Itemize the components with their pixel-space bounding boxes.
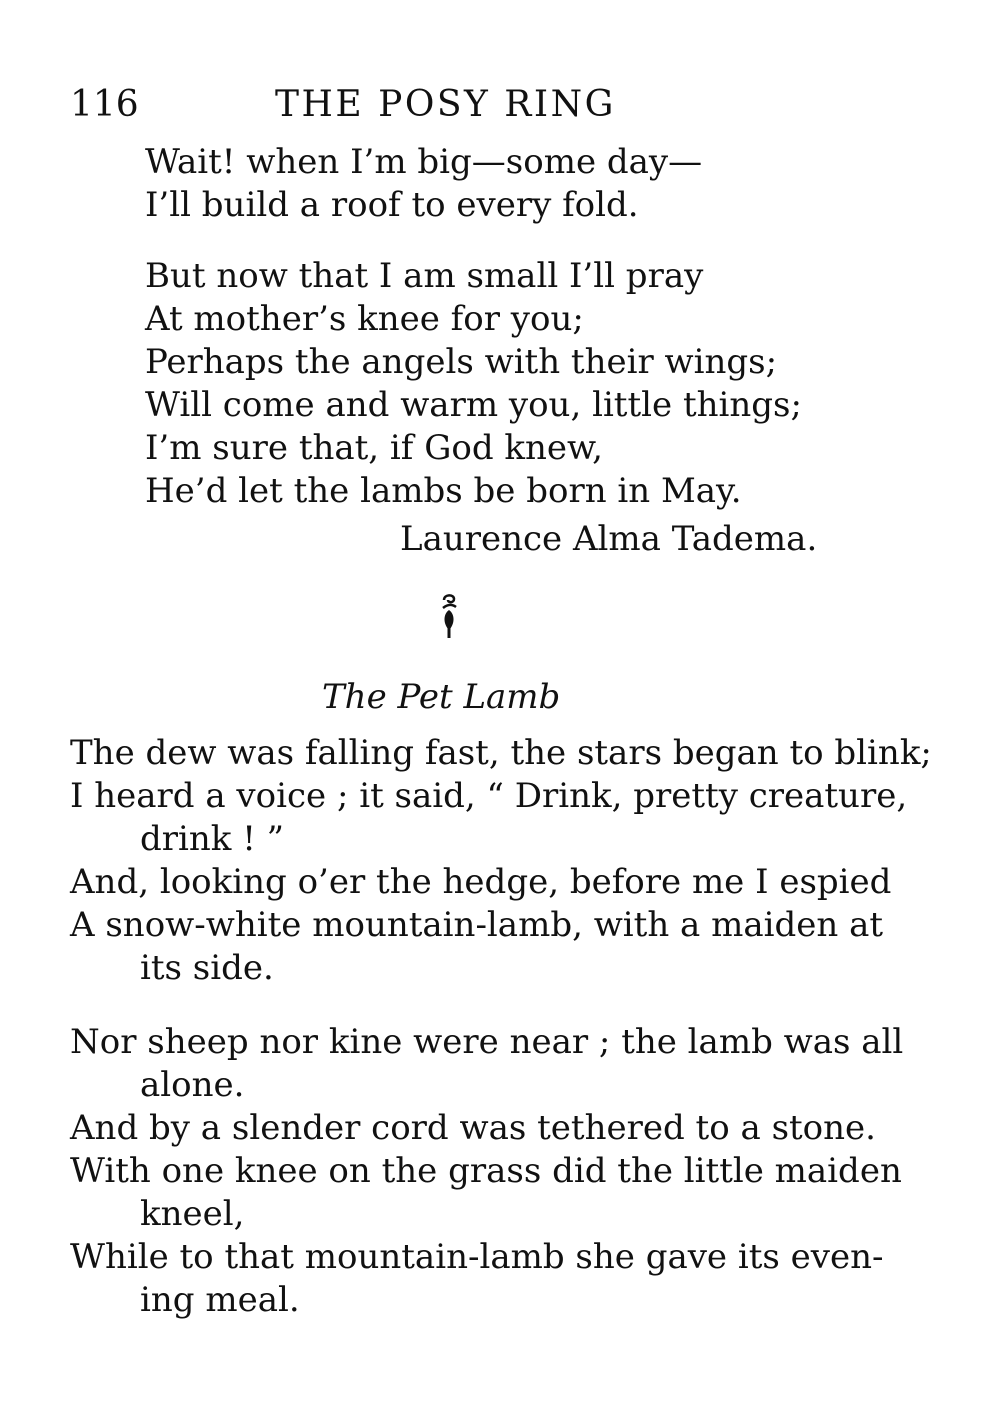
poem-line: I heard a voice ; it said, “ Drink, pretty creature, bbox=[70, 776, 908, 816]
page-number: 116 bbox=[70, 84, 139, 125]
poem-line: drink ! ” bbox=[140, 819, 285, 859]
poem-line: A snow-white mountain-lamb, with a maiden at bbox=[70, 905, 884, 945]
poem-line: ing meal. bbox=[140, 1280, 300, 1320]
poem-line: And, looking o’er the hedge, before me I espied bbox=[70, 862, 892, 902]
poem1-stanza1 bbox=[145, 141, 702, 227]
poem-attribution: Laurence Alma Tadema. bbox=[400, 519, 818, 559]
poem2-stanza2 bbox=[70, 1021, 903, 1322]
fleuron-ornament-icon bbox=[434, 592, 464, 640]
poem-line: alone. bbox=[140, 1065, 245, 1105]
poem-line: And by a slender cord was tethered to a stone. bbox=[70, 1108, 876, 1148]
poem1-stanza2 bbox=[145, 255, 802, 513]
poem-line: While to that mountain-lamb she gave its even- bbox=[70, 1237, 884, 1277]
poem-line: With one knee on the grass did the little maiden bbox=[70, 1151, 902, 1191]
poem-line: its side. bbox=[140, 948, 274, 988]
poem-line: I’m sure that, if God knew, bbox=[145, 428, 603, 468]
poem-title: The Pet Lamb bbox=[322, 677, 561, 717]
poem-line: The dew was falling fast, the stars began to blink; bbox=[70, 733, 932, 773]
poem-line: kneel, bbox=[140, 1194, 245, 1234]
poem-line: Will come and warm you, little things; bbox=[145, 385, 802, 425]
poem-line: He’d let the lambs be born in May. bbox=[145, 471, 742, 511]
poem2-stanza1 bbox=[70, 732, 932, 990]
poem-line: Nor sheep nor kine were near ; the lamb was all bbox=[70, 1022, 904, 1062]
poem-line: Perhaps the angels with their wings; bbox=[145, 342, 778, 382]
poem-line: At mother’s knee for you; bbox=[145, 299, 584, 339]
poem-line: But now that I am small I’ll pray bbox=[145, 256, 704, 296]
poem-line: Wait! when I’m big—some day— bbox=[145, 142, 703, 182]
running-head: THE POSY RING bbox=[275, 84, 616, 125]
poem-line: I’ll build a roof to every fold. bbox=[145, 185, 639, 225]
